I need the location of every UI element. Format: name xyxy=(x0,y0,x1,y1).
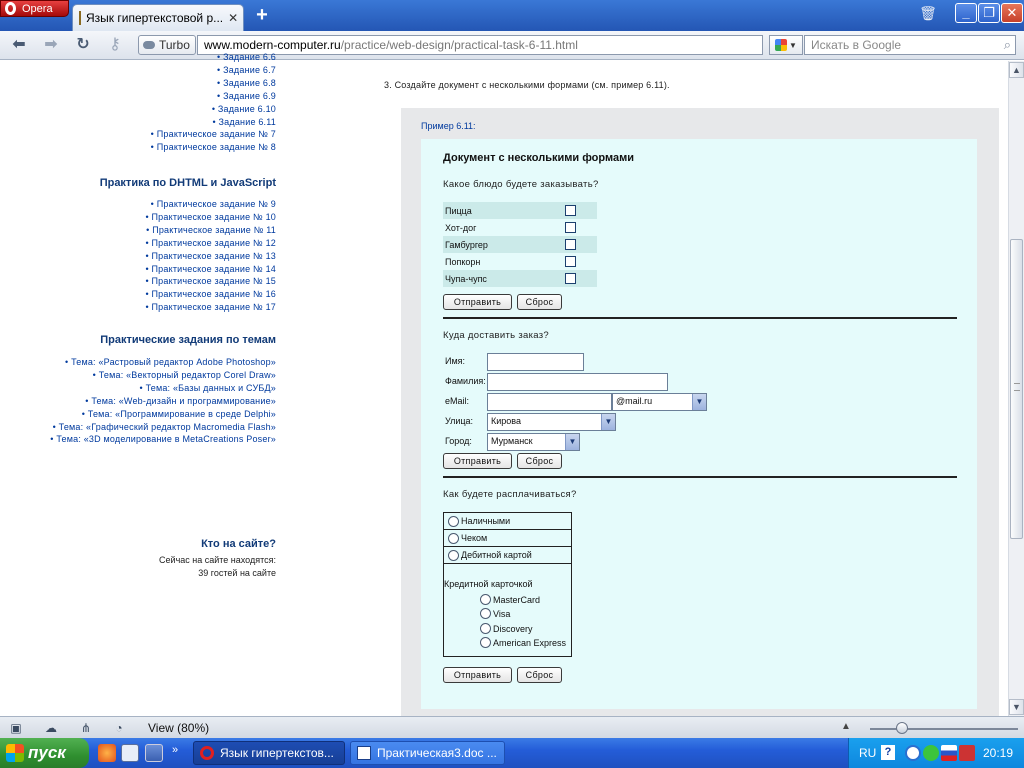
example-box xyxy=(401,108,999,728)
tab-active[interactable] xyxy=(72,4,244,31)
question-delivery: Куда доставить заказ? xyxy=(443,330,549,341)
taskbar xyxy=(0,738,1024,768)
email-label: eMail: xyxy=(445,396,470,406)
payment-option[interactable] xyxy=(444,547,571,564)
dish-checkbox[interactable] xyxy=(565,273,576,284)
search-placeholder: Искать в Google xyxy=(811,38,902,52)
question-payment: Как будете расплачиваться? xyxy=(443,489,577,500)
sidebar-link[interactable]: • Задание 6.8 xyxy=(151,77,276,90)
taskbar-item-label: Язык гипертекстов... xyxy=(220,746,334,760)
city-select[interactable] xyxy=(487,433,580,451)
radio-button[interactable] xyxy=(448,533,459,544)
help-icon[interactable]: ? xyxy=(881,745,895,760)
google-icon xyxy=(775,39,787,51)
turbo-label: Turbo xyxy=(159,38,190,52)
minimize-button[interactable]: _ xyxy=(955,3,977,23)
topics-list xyxy=(50,356,276,446)
opera-menu-label: Opera xyxy=(22,2,53,15)
taskbar-item-opera[interactable] xyxy=(193,741,345,765)
sidebar-task-list xyxy=(151,51,276,154)
url-host: www.modern-computer.ru xyxy=(204,38,341,52)
who-line-1: Сейчас на сайте находятся: xyxy=(159,555,276,565)
example-label: Пример 6.11: xyxy=(421,121,476,131)
trash-icon[interactable]: 🗑 xyxy=(919,5,937,21)
dish-checkbox[interactable] xyxy=(565,239,576,250)
back-arrow-tray-icon[interactable] xyxy=(905,745,921,761)
sidebar-link[interactable]: • Задание 6.11 xyxy=(151,116,276,129)
surname-field[interactable] xyxy=(487,373,668,391)
zoom-up-icon[interactable]: ▲ xyxy=(841,721,851,732)
card-option[interactable] xyxy=(480,594,540,605)
card-option[interactable] xyxy=(480,637,566,648)
submit-button-3[interactable]: Отправить xyxy=(443,667,512,683)
card-label: MasterCard xyxy=(493,594,541,605)
start-button[interactable] xyxy=(0,738,89,768)
sidebar-link[interactable]: • Задание 6.7 xyxy=(151,64,276,77)
scroll-down-icon[interactable]: ▼ xyxy=(1009,699,1024,715)
unite-cloud-icon[interactable]: ☁ xyxy=(45,721,57,735)
start-label: пуск xyxy=(28,743,66,762)
radio-button[interactable] xyxy=(448,550,459,561)
scroll-thumb[interactable] xyxy=(1010,239,1023,539)
sidebar-link[interactable]: • Практическое задание № 15 xyxy=(145,275,276,288)
taskbar-item-word[interactable] xyxy=(350,741,505,765)
chevron-down-icon: ▼ xyxy=(565,434,579,450)
dish-row xyxy=(443,202,597,219)
page-favicon-icon xyxy=(79,11,81,25)
dhtml-heading: Практика по DHTML и JavaScript xyxy=(99,177,276,189)
reset-button-1[interactable]: Сброс xyxy=(517,294,562,310)
opera-icon xyxy=(200,746,214,760)
speed-icon[interactable]: ◔ xyxy=(115,721,123,735)
demo-document xyxy=(421,139,977,709)
card-label: Discovery xyxy=(493,623,533,634)
dish-table xyxy=(443,202,597,287)
search-engine-selector[interactable] xyxy=(769,35,803,55)
dish-label: Пицца xyxy=(443,202,563,219)
city-value: Мурманск xyxy=(491,436,533,446)
dish-checkbox[interactable] xyxy=(565,205,576,216)
forward-icon[interactable]: ➡ xyxy=(44,36,58,53)
dish-label: Попкорн xyxy=(445,256,481,267)
language-indicator[interactable]: RU xyxy=(859,746,877,760)
close-window-button[interactable]: ✕ xyxy=(1001,3,1023,23)
sidebar-link[interactable]: • Тема: «3D моделирование в MetaCreations Poser» xyxy=(50,433,276,446)
sidebar-link[interactable]: • Задание 6.9 xyxy=(151,90,276,103)
word-quicklaunch-icon[interactable] xyxy=(121,744,139,762)
payment-table xyxy=(443,512,572,657)
email-domain-select[interactable] xyxy=(612,393,707,411)
radio-button[interactable] xyxy=(480,637,491,648)
sidebar-link[interactable]: • Практическое задание № 14 xyxy=(145,263,276,276)
radio-button[interactable] xyxy=(480,594,491,605)
payment-option[interactable] xyxy=(444,513,571,530)
zoom-slider-thumb[interactable] xyxy=(896,722,908,734)
sidebar-link[interactable]: • Практическое задание № 10 xyxy=(145,211,276,224)
dish-row xyxy=(443,253,597,270)
desktop-icon[interactable] xyxy=(145,744,163,762)
card-option[interactable] xyxy=(480,608,510,619)
radio-button[interactable] xyxy=(480,623,491,634)
dhtml-task-list xyxy=(145,198,276,314)
payment-label: Дебитной картой xyxy=(461,550,532,560)
new-tab-icon[interactable]: + xyxy=(256,4,268,26)
chevron-down-icon: ▼ xyxy=(601,414,615,430)
tab-close-icon[interactable]: ✕ xyxy=(228,11,239,25)
flag-icon[interactable] xyxy=(941,745,957,761)
payment-option[interactable] xyxy=(444,530,571,547)
street-label: Улица: xyxy=(445,416,474,426)
dish-label: Хот-дог xyxy=(445,222,477,233)
back-icon[interactable]: ⬅ xyxy=(12,36,26,53)
who-heading: Кто на сайте? xyxy=(201,538,276,550)
submit-button-2[interactable]: Отправить xyxy=(443,453,512,469)
sidebar-link[interactable]: • Тема: «Векторный редактор Corel Draw» xyxy=(50,369,276,382)
task-text: 3. Создайте документ с несколькими формами (см. пример 6.11). xyxy=(384,80,670,90)
topics-heading: Практические задания по темам xyxy=(100,334,276,346)
city-label: Город: xyxy=(445,436,472,446)
windows-logo-icon xyxy=(6,744,24,762)
sidebar-link[interactable]: • Практическое задание № 17 xyxy=(145,301,276,314)
name-field[interactable] xyxy=(487,353,584,371)
radio-button[interactable] xyxy=(480,608,491,619)
zoom-label[interactable]: View (80%) xyxy=(148,721,210,735)
dish-row xyxy=(443,270,597,287)
divider xyxy=(443,317,957,319)
status-bar xyxy=(0,716,1024,738)
name-label: Имя: xyxy=(445,356,466,366)
share-icon[interactable]: ⋔ xyxy=(80,721,92,735)
street-select[interactable] xyxy=(487,413,616,431)
url-path: /practice/web-design/practical-task-6-11.html xyxy=(340,38,578,52)
dish-row xyxy=(443,236,597,253)
opera-logo-icon xyxy=(5,2,16,15)
street-value: Кирова xyxy=(491,416,521,426)
restore-button[interactable]: ❐ xyxy=(978,3,1000,23)
sidebar-link[interactable]: • Практическое задание № 9 xyxy=(145,198,276,211)
sidebar-link[interactable]: • Практическое задание № 11 xyxy=(145,224,276,237)
sidebar-link[interactable]: • Тема: «Программирование в среде Delphi» xyxy=(50,408,276,421)
reset-button-3[interactable]: Сброс xyxy=(517,667,562,683)
sidebar-link[interactable]: • Тема: «Растровый редактор Adobe Photoshop» xyxy=(50,356,276,369)
firefox-icon[interactable] xyxy=(98,744,116,762)
sidebar-link[interactable]: • Практическое задание № 7 xyxy=(151,128,276,141)
payment-label: Чеком xyxy=(461,533,488,543)
email-field[interactable] xyxy=(487,393,612,411)
opera-menu-button[interactable] xyxy=(0,0,69,17)
sidebar-link[interactable]: • Тема: «Графический редактор Macromedia Flash» xyxy=(50,421,276,434)
card-option[interactable] xyxy=(480,623,533,634)
email-domain-value: @mail.ru xyxy=(616,396,653,406)
sidebar-link[interactable]: • Практическое задание № 8 xyxy=(151,141,276,154)
radio-button[interactable] xyxy=(448,516,459,527)
grip-icon xyxy=(1014,383,1020,391)
chevron-down-icon: ▼ xyxy=(692,394,706,410)
vertical-scrollbar[interactable] xyxy=(1008,61,1024,716)
scroll-up-icon[interactable]: ▲ xyxy=(1009,62,1024,78)
sidebar-link[interactable]: • Тема: «Web-дизайн и программирование» xyxy=(50,395,276,408)
who-line-2: 39 гостей на сайте xyxy=(198,568,276,578)
question-dish: Какое блюдо будете заказывать? xyxy=(443,179,599,190)
chevron-down-icon: ▼ xyxy=(789,40,797,50)
taskbar-item-label: Практическая3.doc ... xyxy=(377,746,497,760)
sidebar-link[interactable]: • Задание 6.10 xyxy=(151,103,276,116)
icq-icon[interactable] xyxy=(923,745,939,761)
sidebar-link[interactable]: • Задание 6.6 xyxy=(151,51,276,64)
quicklaunch-more-icon[interactable]: » xyxy=(172,744,179,756)
dish-checkbox[interactable] xyxy=(565,256,576,267)
dish-label: Чупа-чупс xyxy=(443,270,563,287)
sidebar-link[interactable]: • Практическое задание № 12 xyxy=(145,237,276,250)
word-doc-icon xyxy=(357,746,371,760)
credit-card-label: Кредитной карточкой xyxy=(444,579,533,589)
sidebar-link[interactable]: • Тема: «Базы данных и СУБД» xyxy=(50,382,276,395)
turbo-cloud-icon xyxy=(143,41,155,49)
address-field[interactable] xyxy=(197,35,763,55)
search-icon[interactable]: ⌕ xyxy=(1003,37,1011,52)
antivirus-icon[interactable] xyxy=(959,745,975,761)
demo-title: Документ с несколькими формами xyxy=(443,152,634,164)
page-viewport xyxy=(0,52,1008,716)
system-tray xyxy=(848,738,1024,768)
payment-label: Наличными xyxy=(461,516,511,526)
reload-icon[interactable]: ↻ xyxy=(76,36,90,53)
clock: 20:19 xyxy=(983,746,1014,760)
sidebar-link[interactable]: • Практическое задание № 16 xyxy=(145,288,276,301)
sidebar-link[interactable]: • Практическое задание № 13 xyxy=(145,250,276,263)
divider xyxy=(443,476,957,478)
dish-label: Гамбургер xyxy=(443,236,563,253)
dish-checkbox[interactable] xyxy=(565,222,576,233)
tab-bar xyxy=(0,0,1024,31)
dish-row xyxy=(443,219,597,236)
key-icon[interactable]: ⚷ xyxy=(109,36,121,53)
search-input[interactable] xyxy=(804,35,1016,55)
reset-button-2[interactable]: Сброс xyxy=(517,453,562,469)
submit-button-1[interactable]: Отправить xyxy=(443,294,512,310)
card-label: Visa xyxy=(493,608,511,619)
panel-toggle-icon[interactable]: ▣ xyxy=(10,721,22,735)
card-label: American Express xyxy=(493,637,567,648)
surname-label: Фамилия: xyxy=(445,376,486,386)
tab-title: Язык гипертекстовой р... xyxy=(86,11,224,25)
zoom-slider[interactable] xyxy=(870,728,1018,730)
